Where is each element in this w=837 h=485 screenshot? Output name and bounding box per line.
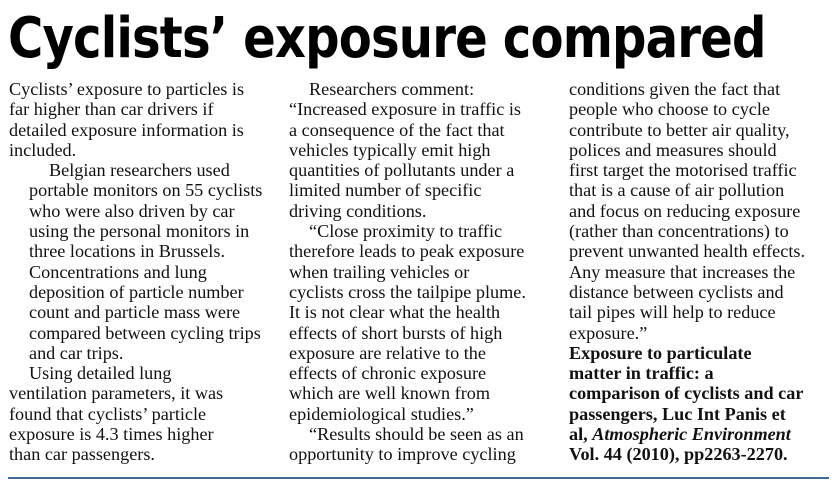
text-line: that is a cause of air pollution [569,180,785,201]
paragraph [289,99,551,221]
text-line: compared between cycling trips [29,322,261,343]
text-line: deposition of particle number [29,281,244,302]
text-line: quantities of pollutants under a [289,160,515,181]
text-line: effects of chronic exposure [289,363,487,384]
text-line: cyclists cross the tailpipe plume. [289,281,526,302]
paragraph [9,160,271,363]
text-line: portable monitors on 55 cyclists [29,180,263,201]
text-line: far higher than car drivers if [9,99,214,120]
text-line: and focus on reducing exposure [569,200,801,221]
text-line: first target the motorised traffic [569,160,797,181]
text-line: It is not clear what the health [289,302,501,323]
text-line: “Increased exposure in traffic is [289,99,521,120]
text-line: a consequence of the fact that [289,119,505,140]
column-3 [569,79,831,465]
text-line: Belgian researchers used [49,160,230,181]
text-line: which are well known from [289,383,491,404]
text-line: exposure is 4.3 times higher [9,424,214,445]
journal-volume: Vol. 44 (2010), pp2263-2270. [569,444,788,465]
paragraph [9,363,271,464]
reference-prefix: al, [569,424,593,445]
text-line: Cyclists’ exposure to particles is [9,79,245,99]
text-line: therefore leads to peak exposure [289,241,525,262]
paragraph [9,79,271,160]
text-line: exposure are relative to the [289,342,486,363]
text-line: polices and measures should [569,139,777,160]
column-1 [9,79,271,465]
text-line: epidemiological studies.” [289,403,474,424]
text-line: effects of short bursts of high [289,322,503,343]
column-2 [289,79,551,465]
text-line: when trailing vehicles or [289,261,470,282]
text-line: vehicles typically emit high [289,139,491,160]
text-line: contribute to better air quality, [569,119,790,140]
text-line: using the personal monitors in [29,221,250,242]
text-line: Using detailed lung [29,363,172,384]
text-line: passengers, Luc Int Panis et [569,403,786,424]
paragraph [289,79,551,99]
bottom-divider [8,477,829,479]
text-line: “Results should be seen as an [309,424,524,445]
text-line [569,424,831,444]
text-line: detailed exposure information is [9,119,244,140]
headline: Cyclists’ exposure compared [8,6,766,71]
text-line: tail pipes will help to reduce [569,302,776,323]
text-line: prevent unwanted health effects. [569,241,806,262]
text-line: Researchers comment: [309,79,475,99]
text-line: Any measure that increases the [569,261,796,282]
reference-citation [569,343,831,465]
paragraph [289,424,551,465]
text-line: count and particle mass were [29,302,241,323]
paragraph [569,79,831,343]
journal-name: Atmospheric Environment [592,424,791,445]
text-line: opportunity to improve cycling [289,444,516,465]
text-line: three locations in Brussels. [29,241,225,262]
text-line: ventilation parameters, it was [9,383,224,404]
text-line: included. [9,139,77,160]
text-line: exposure.” [569,322,648,343]
text-line: Concentrations and lung [29,261,207,282]
text-line: than car passengers. [9,444,155,465]
text-line: Exposure to particulate [569,342,752,363]
text-line: people who choose to cycle [569,99,771,120]
text-line: matter in traffic: a [569,363,714,384]
text-line: conditions given the fact that [569,79,781,99]
text-line: driving conditions. [289,200,427,221]
text-line: who were also driven by car [29,200,235,221]
text-line: (rather than concentrations) to [569,221,789,242]
text-line: limited number of specific [289,180,482,201]
text-line: comparison of cyclists and car [569,383,804,404]
text-line: distance between cyclists and [569,281,784,302]
paragraph [289,221,551,424]
text-line: and car trips. [29,342,124,363]
text-line: “Close proximity to traffic [309,221,503,242]
text-line: found that cyclists’ particle [9,403,207,424]
